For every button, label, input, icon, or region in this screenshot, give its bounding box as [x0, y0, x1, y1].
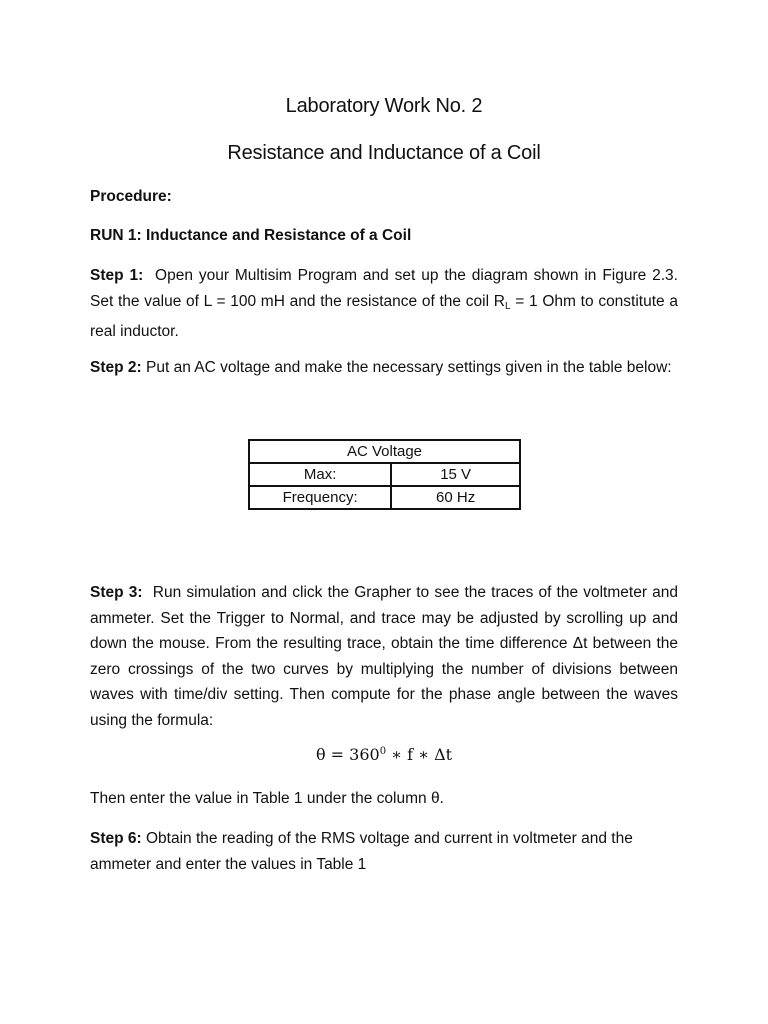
table-row	[249, 463, 520, 486]
step3-paragraph	[90, 580, 678, 733]
step1-subscript: L	[504, 300, 511, 312]
formula-lhs: θ = 360	[315, 745, 380, 764]
step6-label: Step 6:	[90, 830, 142, 847]
table-row	[249, 486, 520, 509]
run1-heading: RUN 1: Inductance and Resistance of a Coil	[90, 227, 412, 244]
ac-table-header: AC Voltage	[249, 440, 520, 463]
step1-paragraph	[90, 263, 678, 345]
step2-paragraph	[90, 355, 678, 381]
procedure-heading: Procedure:	[90, 188, 172, 205]
formula-rhs: ∗ f ∗ Δt	[386, 745, 453, 764]
phase-angle-formula	[0, 745, 768, 764]
ac-table-max-value: 15 V	[391, 463, 520, 486]
then-instruction: Then enter the value in Table 1 under the column θ.	[90, 790, 444, 807]
ac-table-frequency-value: 60 Hz	[391, 486, 520, 509]
step3-text: Run simulation and click the Grapher to see the traces of the voltmeter and ammeter. Set the Trigger to Normal, and trace may be adjusted by scrolling up and down the mouse. From the resulting trace, obtain the time difference Δt between the zero crossings of the two curves by multiplying the number of divisions between waves with time/div setting. Then compute for the phase angle between the waves using the formula:	[90, 584, 678, 729]
step6-text: Obtain the reading of the RMS voltage and current in voltmeter and the ammeter and enter the values in Table 1	[90, 830, 633, 873]
step3-label: Step 3:	[90, 584, 143, 601]
step2-text: Put an AC voltage and make the necessary settings given in the table below:	[146, 359, 672, 376]
ac-table-frequency-label: Frequency:	[249, 486, 391, 509]
step1-label: Step 1:	[90, 267, 144, 284]
step1-text-b: = 1 Ohm to constitute a real inductor.	[90, 292, 678, 340]
step6-paragraph	[90, 826, 678, 877]
ac-voltage-table	[248, 439, 521, 510]
step2-label: Step 2:	[90, 359, 142, 376]
page-title: Laboratory Work No. 2	[285, 95, 483, 117]
formula-superscript: 0	[379, 746, 387, 757]
step1-text-a: Open your Multisim Program and set up the diagram shown in Figure 2.3. Set the value of L = 100 mH and the resistance of the coil R	[90, 267, 678, 310]
page-subtitle: Resistance and Inductance of a Coil	[227, 142, 541, 164]
ac-table-max-label: Max:	[249, 463, 391, 486]
